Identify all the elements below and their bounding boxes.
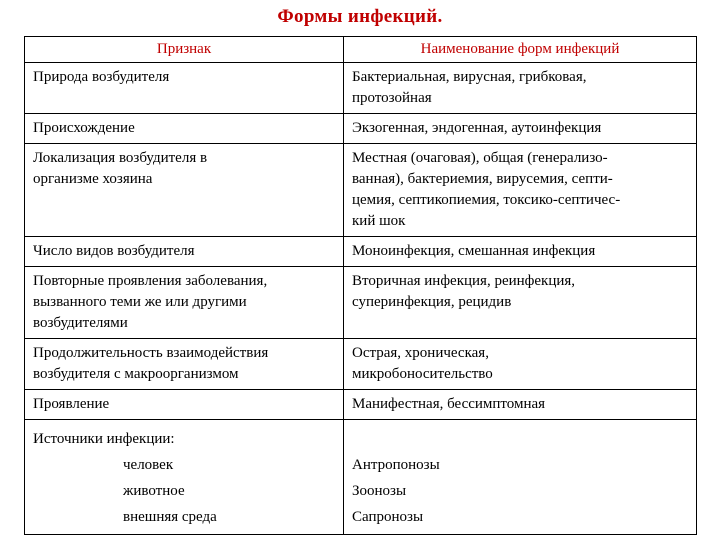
feature-line: вызванного теми же или другими [33,294,247,310]
source-form: Зоонозы [352,483,407,499]
forms-line: ванная), бактериемия, вирусемия, септи- [352,171,613,187]
feature-cell [25,237,344,267]
table-row [25,114,697,144]
table-row [25,144,697,237]
feature-line: Происхождение [33,120,135,136]
feature-line: Число видов возбудителя [33,243,195,259]
forms-cell [344,339,697,390]
feature-line: Проявление [33,396,110,412]
feature-line: возбудителя с макроорганизмом [33,366,239,382]
feature-cell [25,144,344,237]
sources-label: Источники инфекции: [33,431,175,447]
table-row [25,339,697,390]
table-row [25,63,697,114]
feature-cell [25,114,344,144]
forms-cell [344,237,697,267]
feature-line: организме хозяина [33,171,153,187]
sources-feature-cell [25,420,344,535]
forms-line: кий шок [352,213,406,229]
source-item: животное [123,483,185,499]
table-row [25,267,697,339]
forms-cell [344,63,697,114]
source-form: Сапронозы [352,509,424,525]
feature-line: Природа возбудителя [33,69,170,85]
table-row [25,390,697,420]
source-item: внешняя среда [123,509,217,525]
forms-cell [344,144,697,237]
forms-line: Острая, хроническая, [352,345,489,361]
forms-cell [344,114,697,144]
feature-cell [25,339,344,390]
sources-forms-cell [344,420,697,535]
forms-line: суперинфекция, рецидив [352,294,512,310]
feature-line: Продолжительность взаимодействия [33,345,269,361]
forms-cell [344,390,697,420]
feature-line: Локализация возбудителя в [33,150,208,166]
forms-cell [344,267,697,339]
feature-line: Повторные проявления заболевания, [33,273,268,289]
feature-line: возбудителями [33,315,128,331]
feature-cell [25,63,344,114]
table-row [25,237,697,267]
header-forms: Наименование форм инфекций [344,37,697,63]
table-header-row [25,37,697,63]
forms-line: цемия, септикопиемия, токсико-септичес- [352,192,621,208]
forms-line: Вторичная инфекция, реинфекция, [352,273,576,289]
feature-cell [25,390,344,420]
source-form: Антропонозы [352,457,440,473]
header-feature: Признак [25,37,344,63]
spacer [352,426,688,452]
infection-forms-table [24,36,697,535]
page-title: Формы инфекций. [277,6,443,27]
forms-line: протозойная [352,90,432,106]
table-row-sources [25,420,697,535]
source-item: человек [123,457,174,473]
feature-cell [25,267,344,339]
forms-line: Бактериальная, вирусная, грибковая, [352,69,587,85]
forms-line: микробоносительство [352,366,493,382]
forms-line: Экзогенная, эндогенная, аутоинфекция [352,120,602,136]
forms-line: Моноинфекция, смешанная инфекция [352,243,596,259]
forms-line: Местная (очаговая), общая (генерализо- [352,150,608,166]
forms-line: Манифестная, бессимптомная [352,396,546,412]
